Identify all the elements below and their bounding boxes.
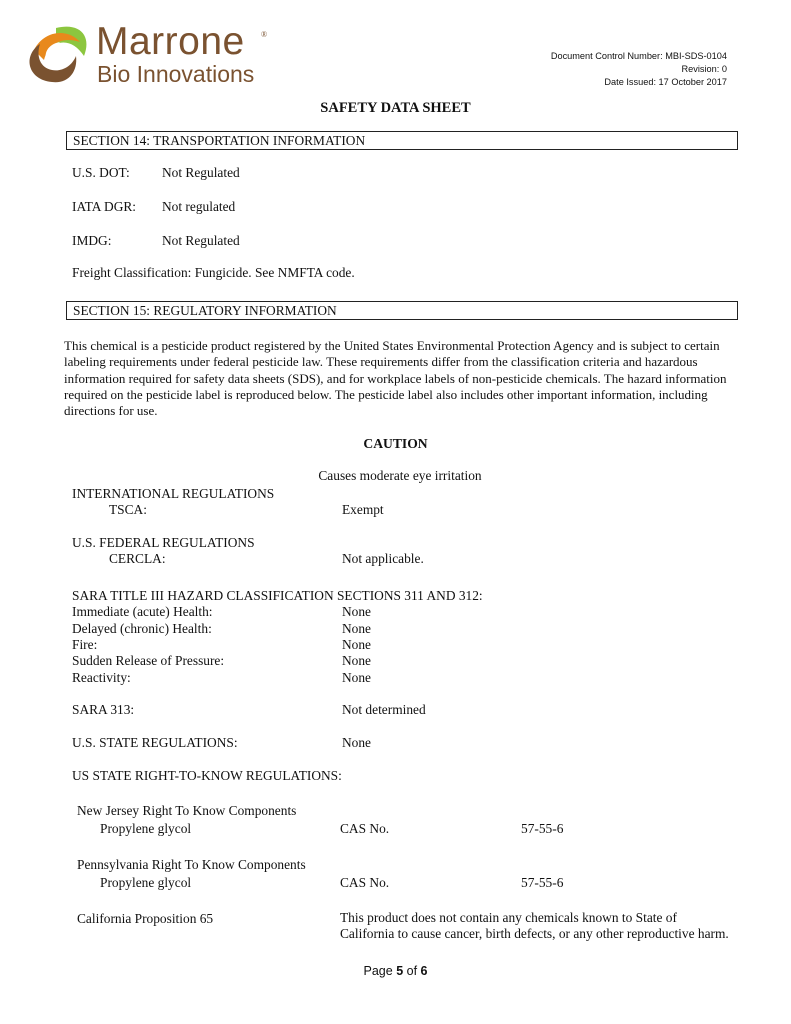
sara-row-label: Delayed (chronic) Health: bbox=[72, 621, 212, 636]
prop65-statement: This product does not contain any chemicals known to State of California to cause cancer, birth defects, or any other reproductive harm. bbox=[340, 910, 729, 942]
caution-heading: CAUTION bbox=[363, 436, 428, 451]
logo-registered-mark: ® bbox=[261, 30, 268, 39]
cercla-value: Not applicable. bbox=[342, 551, 424, 566]
cercla-label: CERCLA: bbox=[109, 551, 166, 566]
sara-row-label: Immediate (acute) Health: bbox=[72, 604, 213, 619]
page-prefix: Page bbox=[363, 964, 393, 978]
sara-row-value: None bbox=[342, 670, 372, 685]
section-14-heading: SECTION 14: TRANSPORTATION INFORMATION bbox=[66, 131, 738, 150]
iata-value: Not regulated bbox=[162, 199, 236, 214]
sara-row-label: Reactivity: bbox=[72, 670, 131, 685]
imdg-label: IMDG: bbox=[72, 233, 112, 248]
caution-statement: Causes moderate eye irritation bbox=[318, 468, 482, 483]
right-to-know-heading: US STATE RIGHT-TO-KNOW REGULATIONS: bbox=[72, 768, 342, 783]
marrone-leaf-logo-icon bbox=[22, 22, 92, 86]
sara-row-value: None bbox=[342, 653, 372, 668]
sara-313-value: Not determined bbox=[342, 702, 426, 717]
state-regulations-label: U.S. STATE REGULATIONS: bbox=[72, 735, 238, 750]
imdg-value: Not Regulated bbox=[162, 233, 240, 248]
nj-rtk-heading: New Jersey Right To Know Components bbox=[77, 803, 297, 818]
page-total: 6 bbox=[420, 964, 428, 978]
dot-value: Not Regulated bbox=[162, 165, 240, 180]
sheet-title: SAFETY DATA SHEET bbox=[320, 100, 471, 116]
page-number bbox=[0, 964, 791, 978]
sara-row-label: Sudden Release of Pressure: bbox=[72, 653, 225, 668]
sara-row-value: None bbox=[342, 621, 372, 636]
prop65-label: California Proposition 65 bbox=[77, 911, 214, 926]
logo-wordmark-marrone: Marrone bbox=[96, 20, 245, 63]
international-regulations-heading: INTERNATIONAL REGULATIONS bbox=[72, 486, 275, 501]
iata-label: IATA DGR: bbox=[72, 199, 137, 214]
nj-cas-number: 57-55-6 bbox=[521, 821, 564, 836]
page-current: 5 bbox=[396, 964, 404, 978]
sara-313-label: SARA 313: bbox=[72, 702, 135, 717]
freight-classification: Freight Classification: Fungicide. See NMFTA code. bbox=[72, 265, 355, 280]
federal-regulations-heading: U.S. FEDERAL REGULATIONS bbox=[72, 535, 255, 550]
state-regulations-value: None bbox=[342, 735, 372, 750]
nj-cas-label: CAS No. bbox=[340, 821, 390, 836]
sara-row-value: None bbox=[342, 637, 372, 652]
document-control-number: Document Control Number: MBI-SDS-0104 bbox=[550, 51, 727, 61]
sara-heading: SARA TITLE III HAZARD CLASSIFICATION SECTIONS 311 AND 312: bbox=[72, 588, 483, 603]
tsca-value: Exempt bbox=[342, 502, 384, 517]
pa-cas-label: CAS No. bbox=[340, 875, 390, 890]
regulatory-intro-paragraph: This chemical is a pesticide product registered by the United States Environmental Protection Agency and is subject to certain labeling requirements under federal pesticide law. These requirements differ from the classification criteria and hazardous information required for safety data sheets (SDS), and for workplace labels of non-pesticide chemicals. The hazard information required on the pesticide label is reproduced below. The pesticide label also includes other important information, including directions for use. bbox=[64, 338, 727, 419]
tsca-label: TSCA: bbox=[109, 502, 147, 517]
pa-cas-number: 57-55-6 bbox=[521, 875, 564, 890]
logo-wordmark-bio-innovations: Bio Innovations bbox=[97, 61, 255, 87]
pa-component: Propylene glycol bbox=[100, 875, 192, 890]
dot-label: U.S. DOT: bbox=[72, 165, 130, 180]
pa-rtk-heading: Pennsylvania Right To Know Components bbox=[77, 857, 306, 872]
sara-row-label: Fire: bbox=[72, 637, 98, 652]
document-revision: Revision: 0 bbox=[681, 64, 727, 74]
sara-row-value: None bbox=[342, 604, 372, 619]
nj-component: Propylene glycol bbox=[100, 821, 192, 836]
page-of: of bbox=[406, 964, 418, 978]
document-date-issued: Date Issued: 17 October 2017 bbox=[604, 77, 727, 87]
section-15-heading: SECTION 15: REGULATORY INFORMATION bbox=[66, 301, 738, 320]
